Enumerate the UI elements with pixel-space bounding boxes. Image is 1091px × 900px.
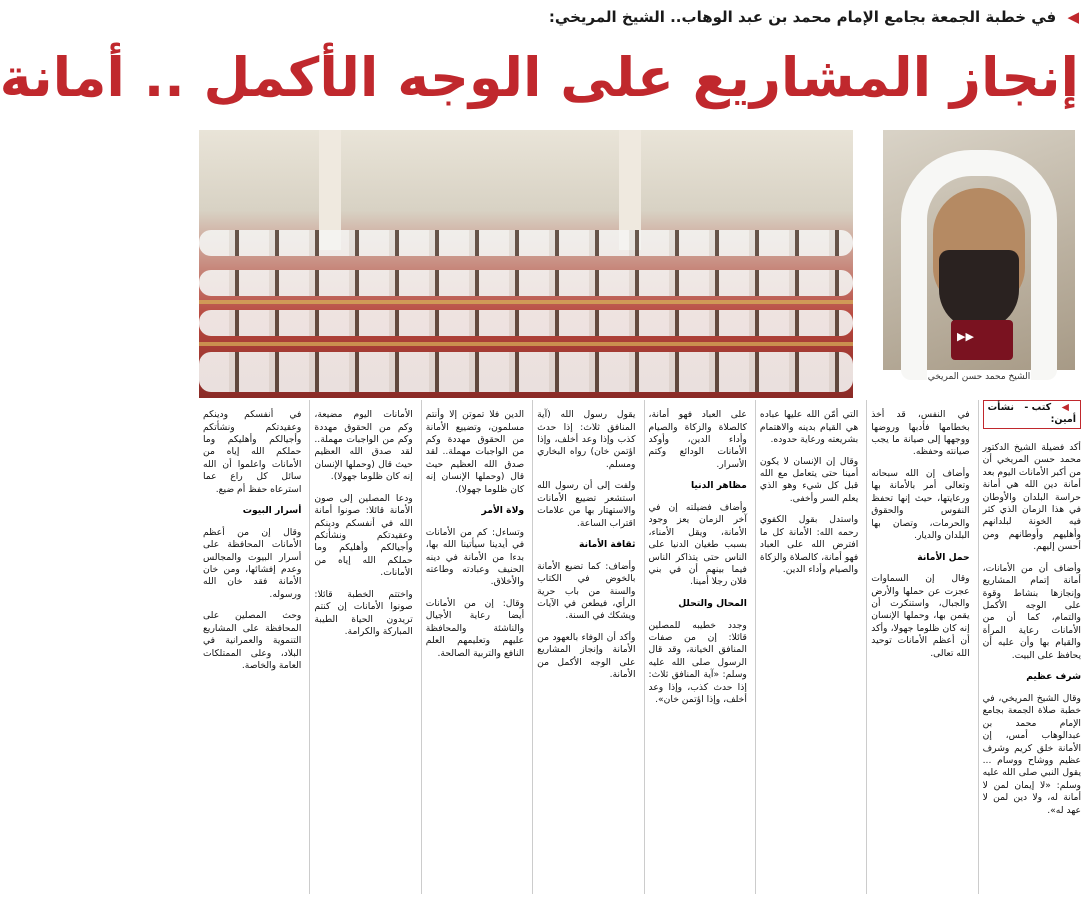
photo-caption: الشيخ محمد حسن المريخي <box>927 372 1031 382</box>
subheading: شرف عظيم <box>1026 671 1081 683</box>
kicker-triangle-icon: ◀ <box>1067 8 1079 26</box>
paragraph: واستدل بقول الكفوي رحمه الله: الأمانة كل ما افترض الله على العباد فهو أمانة، كالصلاة والزكاة والصيام وأداء الدين. <box>759 514 859 576</box>
paragraph: ودعا المصلين إلى صون الأمانة قائلا: صونوا أمانة الله في أنفسكم ودينكم وعقيدتكم ونشأتكم وأجيالكم وأهليكم وما حملكم الله إياه من الأمانات. <box>314 492 413 579</box>
paragraph: في النفس، قد أخذ بخطامها فأدبها وروضها ووجهها إلى صيانة ما يجب صيانته وحفظه. <box>871 409 970 458</box>
paragraph: وأضاف أن من الأمانات، أمانة إتمام المشاريع وإنجازها بنشاط وقوة على الوجه الأكمل والتمام، كما أن من الأمانات رعاية المرأة والقيام بها وأن عليه أن يحافظ على البيت. <box>982 562 1081 661</box>
subheading: حمل الأمانة <box>917 551 970 563</box>
paragraph: يقول رسول الله (آية المنافق ثلاث: إذا حدث كذب وإذا وعد أخلف، وإذا اؤتمن خان) رواه البخاري ومسلم. <box>537 409 636 470</box>
paragraph: وأكد أن الوفاء بالعهود من الأمانة وإنجاز المشاريع على الوجه الأكمل من الأمانة. <box>537 632 636 681</box>
article-columns <box>199 400 1081 894</box>
subheading: أسرار البيوت <box>242 505 302 517</box>
microphone-logo: ▶▶ <box>957 330 974 343</box>
worshipper-row <box>199 310 853 336</box>
paragraph: وأضاف: كما تضيع الأمانة بالخوض في الكتاب والسنة من باب حرية الرأي، فيطعن في الآيات ويشكك في السنة. <box>537 560 636 622</box>
paragraph: واختتم الخطبة قائلا: صونوا الأمانات إن كنتم تريدون الحياة الطيبة المباركة والكرامة. <box>314 588 413 638</box>
paragraph: وقال إن السماوات عجزت عن حملها والأرض والجبال، واستنكرت أن يقمن بها، وحملها الإنسان إنه كان ظلوما جهولا، وأكد أن أعظم الأمانات توحيد الله تعالى. <box>871 573 970 659</box>
paragraph: وقال إن من أعظم الأمانات المحافظة على أسرار البيوت والمجالس وعدم إفشائها، ومن خان الأمانة فقد خان الله ورسوله. <box>203 526 302 600</box>
column-1 <box>978 400 1081 894</box>
worshipper-row <box>199 270 853 296</box>
column-4 <box>644 400 747 894</box>
worshipper-row <box>199 352 853 392</box>
paragraph: وتساءل: كم من الأمانات في أيدينا سيأتينا الله بها، بدءا من الأمانة في دينه الحنيف وعبادته وطاعته والأخلاق. <box>425 526 525 588</box>
paragraph: الدين فلا تموتن إلا وأنتم مسلمون، وتضييع الأمانة من الحقوق مهددة وكم من الواجبات مهملة.. لقد صدق الله العظيم حيث قال (وحملها الإنسان إنه كان ظلوما جهولا). <box>425 409 525 495</box>
paragraph: ولفت إلى أن رسول الله استشعر تضييع الأمانات والاستهتار بها من علامات اقتراب الساعة. <box>537 480 636 529</box>
kicker-text: في خطبة الجمعة بجامع الإمام محمد بن عبد الوهاب.. الشيخ المريخي: <box>548 8 1057 26</box>
kicker <box>203 8 1079 34</box>
paragraph: الأمانات اليوم مضيعة، وكم من الحقوق مهددة وكم من الواجبات مهملة.. لقد صدق الله العظيم حيث قال (وحملها الإنسان إنه كان ظلوما جهولا). <box>314 409 413 483</box>
beard <box>939 250 1019 330</box>
paragraph: أكد فضيلة الشيخ الدكتور محمد حسن المريخي أن من أكبر الأمانات اليوم بعد أمانة دين الله هي أمانة حراسة البلدان والأوطان في هذا الزمان الذي كثر فيه الخونة لبلدانهم وأهليهم وأوطانهم ومن أحسن إليهم. <box>982 442 1081 553</box>
paragraph: في أنفسكم ودينكم وعقيدتكم ونشأتكم وأجيالكم وأهليكم وما حملكم الله إياه من الأمانات واعلموا أن الله سائل كل راع عما استرعاه حفظ أم ضيع. <box>203 409 302 495</box>
column-7 <box>309 400 412 894</box>
byline: ◀ كتب - نشأت أمين: <box>983 400 1081 429</box>
paragraph: على العباد فهو أمانة، كالصلاة والزكاة والصيام وأداء الدين، وأوكد الأمانات الودائع وكتم الأسرار. <box>648 409 747 470</box>
carpet-stripe <box>199 300 853 304</box>
mosque-crowd-photo <box>199 130 853 398</box>
subheading: المحال والتحلل <box>678 598 747 610</box>
carpet-stripe <box>199 342 853 346</box>
column-2 <box>866 400 969 894</box>
paragraph: وقال الشيخ المريخي، في خطبة صلاة الجمعة بجامع الإمام محمد بن عبدالوهاب أمس، إن الأمانة خلق كريم وشرف عظيم ووشاح ووسام ... يقول النبي صلى الله عليه وسلم: «لا إيمان لمن لا أمانة له، ولا دين لمن لا عهد له». <box>982 692 1081 816</box>
subheading: ثقافة الأمانة <box>579 539 636 551</box>
subheading: مظاهر الدنيا <box>690 480 747 492</box>
paragraph: وحث المصلين على المحافظة على المشاريع التنموية والعمرانية في البلاد، وعلى الممتلكات العامة والخاصة. <box>203 610 302 672</box>
paragraph: وقال: إن من الأمانات أيضا رعاية الأجيال والناشئة والمحافظة عليهم وتعليمهم العلم النافع والتربية الصالحة. <box>425 598 525 659</box>
headline: إنجاز المشاريع على الوجه الأكمل .. أمانة <box>0 46 1079 109</box>
column-5 <box>532 400 635 894</box>
paragraph: وجدد خطيبه للمصلين قائلا: إن من صفات المنافق الخيانة، وقد قال الرسول صلى الله عليه وسلم: «آية المنافق ثلاث: إذا حدث كذب، وإذا وعد أخلف، وإذا اؤتمن خان». <box>648 619 747 706</box>
paragraph: وأضاف فضيلته إن في آخر الزمان يعز وجود الأمانة، ويقل الأمناء، بسبب طغيان الدنيا على الناس حتى يتذاكر الناس فيما بينهم أن في بني فلان رجلا أمينا. <box>648 502 747 588</box>
subheading: ولاة الأمر <box>481 505 525 517</box>
paragraph: وأضاف إن الله سبحانه وتعالى أمر بالأمانة بها ورعايتها، حيث إنها تحفظ النفوس والحقوق والحرمات، وتصان بها البلدان والديار. <box>871 468 970 542</box>
column-3 <box>755 400 858 894</box>
column-8 <box>199 400 301 894</box>
worshipper-row <box>199 230 853 256</box>
column-6 <box>421 400 524 894</box>
paragraph: التي أمّن الله عليها عباده هي القيام بدينه والاهتمام بشريعته ورعاية حدوده. <box>759 409 859 445</box>
sheikh-photo <box>883 130 1075 370</box>
paragraph: وقال إن الإنسان لا يكون أمينا حتى يتعامل مع الله قبل كل شيء وهو الذي يعلم السر وأخفى. <box>759 455 859 504</box>
